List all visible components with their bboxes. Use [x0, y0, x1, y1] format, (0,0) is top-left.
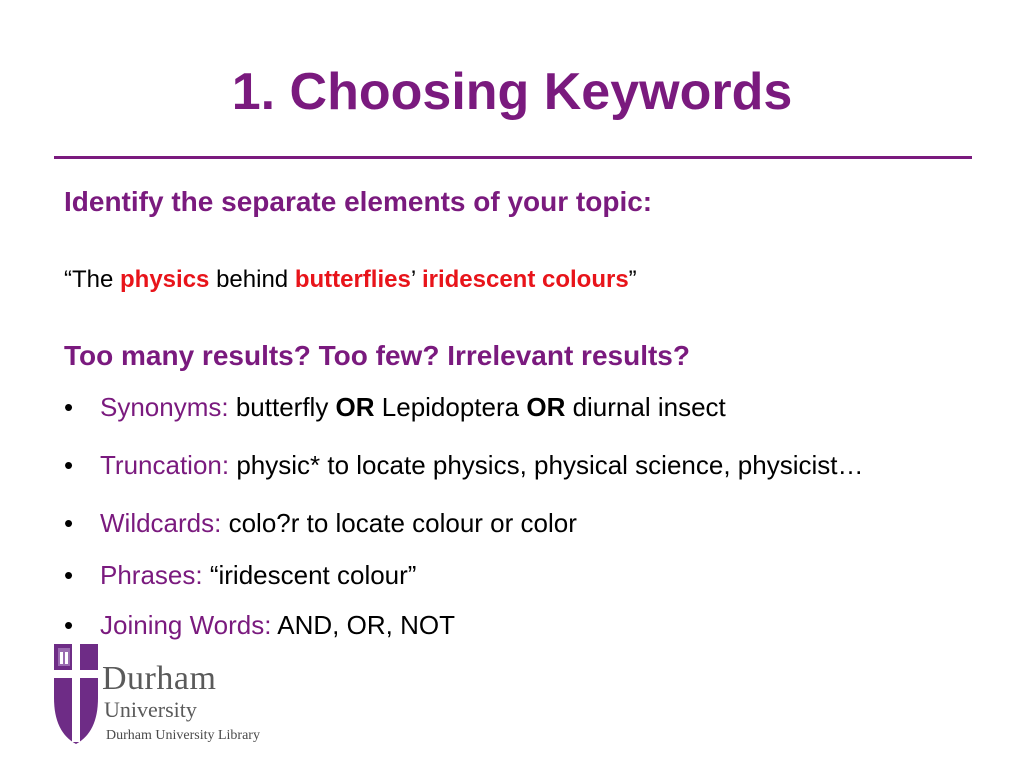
phrases-label: Phrases: — [100, 560, 203, 590]
wildcards-label: Wildcards: — [100, 508, 222, 538]
joining-words-label: Joining Words: — [100, 610, 272, 640]
logo-university: University — [104, 697, 197, 722]
quote-mid1: behind — [209, 266, 295, 293]
title-divider — [54, 156, 972, 159]
keyword-iridescent-colours: iridescent colours — [421, 266, 629, 293]
bullet-dot: • — [64, 610, 74, 640]
bullet-dot: • — [64, 560, 74, 590]
quote-mid2: ’ — [410, 266, 422, 293]
bullet-dot: • — [64, 450, 74, 480]
quote-open: “The — [64, 266, 121, 293]
truncation-text: physic* to locate physics, physical science, physicist… — [229, 450, 864, 480]
synonyms-text2: Lepidoptera — [374, 392, 527, 422]
joining-words-text: AND, OR, NOT — [271, 610, 455, 640]
operator-or: OR — [526, 392, 566, 422]
synonyms-label: Synonyms: — [100, 392, 229, 422]
operator-or: OR — [335, 392, 375, 422]
bullet-dot: • — [64, 392, 74, 422]
bullet-dot: • — [64, 508, 74, 538]
truncation-label: Truncation: — [100, 450, 230, 480]
logo-durham: Durham — [102, 660, 217, 697]
phrases-text: “iridescent colour” — [202, 560, 417, 590]
heading-identify: Identify the separate elements of your topic: — [64, 186, 653, 217]
quote-close: ” — [628, 266, 637, 293]
keyword-physics: physics — [120, 266, 210, 293]
synonyms-text3: diurnal insect — [565, 392, 726, 422]
keyword-butterflies: butterflies — [294, 266, 411, 293]
logo-library: Durham University Library — [106, 728, 260, 743]
synonyms-text1: butterfly — [228, 392, 336, 422]
topic-quote — [64, 266, 637, 294]
slide-title: 1. Choosing Keywords — [231, 63, 793, 121]
heading-results: Too many results? Too few? Irrelevant results? — [64, 340, 690, 371]
wildcards-text: colo?r to locate colour or color — [221, 508, 577, 538]
